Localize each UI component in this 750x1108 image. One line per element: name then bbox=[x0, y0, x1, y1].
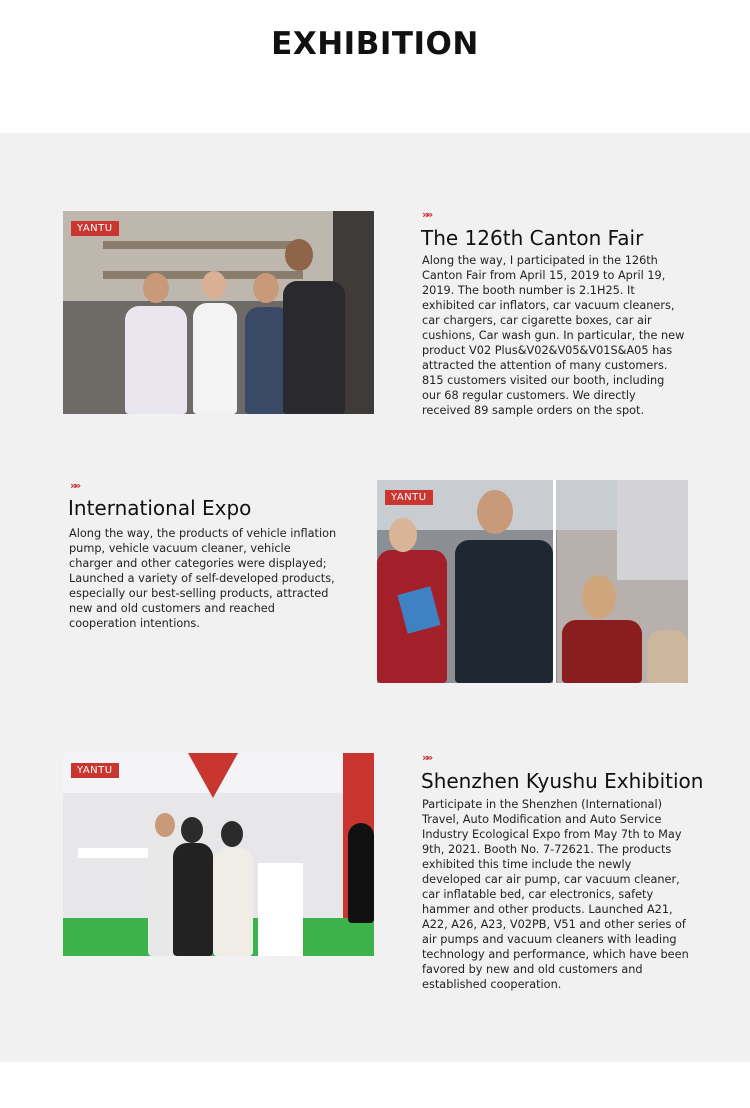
chevron-marker-icon: »» bbox=[70, 479, 79, 492]
section-body: Along the way, I participated in the 126th Canton Fair from April 15, 2019 to April 19, 2019. The booth number is 2.1H25. It exhibited car inflators, car vacuum cleaners, car chargers, car cigarette boxes, car air cushions, Car wash gun. In particular, the new product V02 Plus&V02&V05&V01S&A05 has attracted the attention of many customers. 815 customers visited our booth, including our 68 regular customers. We directly received 89 sample orders on the spot. bbox=[422, 254, 685, 417]
canton-fair-photo bbox=[63, 211, 374, 414]
section-title: Shenzhen Kyushu Exhibition bbox=[421, 769, 704, 793]
page-header bbox=[0, 0, 750, 133]
chevron-marker-icon: »» bbox=[422, 208, 431, 221]
yantu-badge: YANTU bbox=[385, 490, 433, 505]
shenzhen-exhibition-photo bbox=[63, 753, 374, 956]
section-title: International Expo bbox=[68, 496, 252, 520]
yantu-badge: YANTU bbox=[71, 221, 119, 236]
chevron-marker-icon: »» bbox=[422, 751, 431, 764]
international-expo-photo bbox=[377, 480, 688, 683]
section-body: Along the way, the products of vehicle inflation pump, vehicle vacuum cleaner, vehicle charger and other categories were displayed; Launched a variety of self-developed products, especially our best-selling products, attracted new and old customers and reached cooperation intentions. bbox=[69, 527, 337, 630]
section-title: The 126th Canton Fair bbox=[421, 226, 644, 250]
section-body: Participate in the Shenzhen (International) Travel, Auto Modification and Auto Service Industry Ecological Expo from May 7th to May 9th, 2021. Booth No. 7-72621. The products exhibited this time include the newly developed car air pump, car vacuum cleaner, car inflatable bed, car electronics, safety hammer and other products. Launched A21, A22, A26, A23, V02PB, V51 and other series of air pumps and vacuum cleaners with leading technology and performance, which have been favored by new and old customers and established cooperation. bbox=[422, 798, 689, 991]
page-title: EXHIBITION bbox=[271, 26, 479, 62]
yantu-badge: YANTU bbox=[71, 763, 119, 778]
